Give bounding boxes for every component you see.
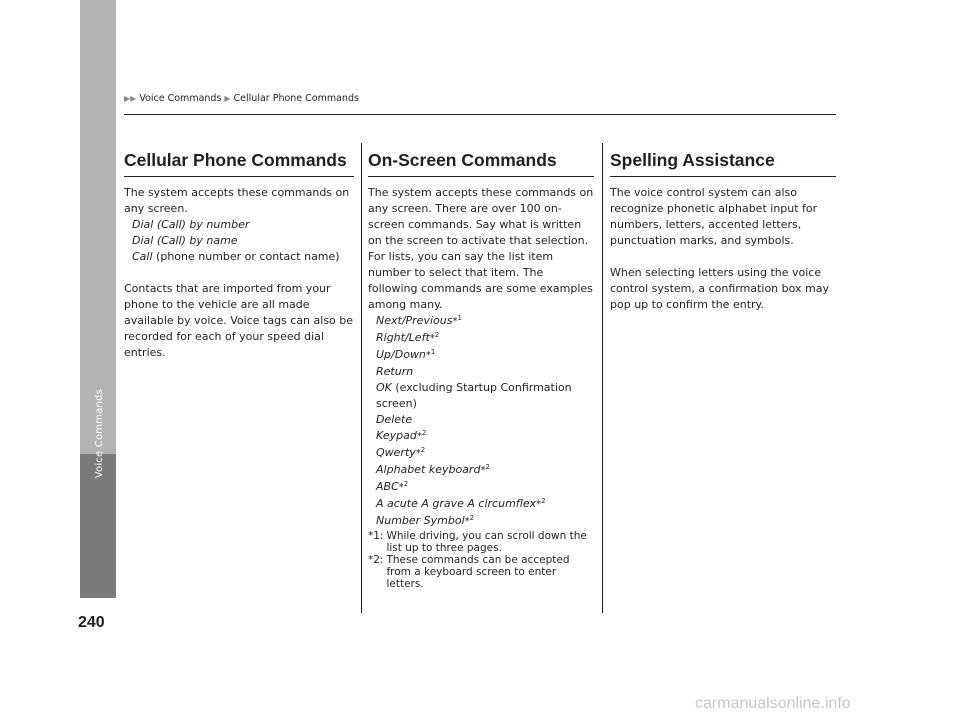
footnote: [368, 554, 594, 590]
command-list: [124, 217, 354, 265]
breadcrumb-level1[interactable]: Voice Commands: [139, 93, 222, 104]
command-item: [368, 380, 594, 412]
onscreen-section: [368, 150, 594, 590]
command-name: A acute A grave A circumflex: [376, 497, 537, 510]
command-name: Next/Previous: [376, 314, 453, 327]
command-item: [368, 445, 594, 462]
command-item: [124, 249, 354, 265]
section-heading: Spelling Assistance: [610, 150, 836, 177]
footnote-label: *1:: [368, 530, 384, 542]
spelling-section: [610, 150, 836, 313]
command-list: [368, 313, 594, 530]
footnote-marker: *: [429, 333, 435, 344]
command-name: Alphabet keyboard: [376, 463, 481, 476]
command-name: Dial (Call) by name: [132, 234, 238, 247]
footnote-ref: 2: [541, 497, 546, 505]
command-item: [368, 462, 594, 479]
command-name: Qwerty: [376, 446, 416, 459]
page-number: 240: [78, 614, 105, 631]
footnote-ref: 1: [457, 314, 462, 322]
command-item: [368, 496, 594, 513]
section-paragraph: Contacts that are imported from your phone to the vehicle are all made available by voice. Voice tags can also be recorded for each of your speed dial entries.: [124, 282, 354, 359]
footnote-ref: 2: [403, 480, 409, 488]
section-intro: The system accepts these commands on any screen.: [124, 186, 350, 215]
footnote-marker: *: [415, 448, 421, 459]
footnote-text: These commands can be accepted from a keyboard screen to enter letters.: [386, 554, 570, 590]
command-name: Return: [376, 365, 414, 378]
command-name: Delete: [376, 413, 413, 426]
column-divider: [602, 143, 603, 613]
command-item: [124, 217, 354, 233]
footnote-ref: 1: [430, 348, 436, 356]
command-name: Dial (Call) by number: [132, 218, 250, 231]
footnote-ref: 2: [434, 331, 440, 339]
breadcrumb-level2[interactable]: Cellular Phone Commands: [233, 93, 359, 104]
cellular-section: [124, 150, 354, 361]
command-item: [368, 428, 594, 445]
command-detail: (excluding Startup Confirmation screen): [376, 381, 572, 410]
command-detail: (phone number or contact name): [152, 250, 340, 263]
command-name: Keypad: [376, 429, 417, 442]
column-divider: [361, 143, 362, 613]
footnote-ref: 2: [420, 446, 426, 454]
footnote-marker: *: [425, 350, 431, 361]
command-name: Number Symbol: [376, 514, 465, 527]
command-item: [124, 233, 354, 249]
footnote-marker: *: [398, 482, 404, 493]
breadcrumb-arrow-icon: ▶▶: [124, 94, 137, 103]
breadcrumb: [124, 93, 359, 104]
section-intro: The system accepts these commands on any screen. There are over 100 on-screen commands. Say what is written on the screen to activate that selection. For lists, you can say the list item number to select that item. The following commands are some examples among many.: [368, 186, 594, 311]
footnote-marker: *: [416, 431, 422, 442]
footnote-label: *2:: [368, 554, 384, 566]
command-name: Up/Down: [376, 348, 426, 361]
command-name: OK: [376, 381, 392, 394]
command-item: [368, 364, 594, 380]
footnote-marker: *: [464, 516, 470, 527]
footnote-ref: 2: [421, 429, 427, 437]
section-paragraph: When selecting letters using the voice control system, a confirmation box may pop up to confirm the entry.: [610, 266, 830, 311]
footnote-text: While driving, you can scroll down the list up to three pages.: [386, 530, 587, 554]
command-name: Right/Left: [376, 331, 430, 344]
command-item: [368, 479, 594, 496]
command-name: Call: [132, 250, 153, 263]
footnote-ref: 2: [469, 514, 475, 522]
command-item: [368, 412, 594, 428]
footnotes: [368, 530, 594, 590]
footnote-marker: *: [536, 499, 542, 510]
section-heading: On-Screen Commands: [368, 150, 594, 177]
footnote-ref: 2: [485, 463, 490, 471]
command-item: [368, 513, 594, 530]
footnote-marker: *: [480, 465, 486, 476]
breadcrumb-arrow-icon: ▶: [224, 94, 231, 103]
watermark: carmanualsonline.info: [695, 695, 851, 712]
footnote: [368, 530, 594, 554]
section-paragraph: The voice control system can also recognize phonetic alphabet input for numbers, letters, accented letters, punctuation marks, and symbols.: [610, 186, 818, 247]
command-item: [368, 347, 594, 364]
header-rule: [124, 114, 836, 115]
command-name: ABC: [376, 480, 399, 493]
side-tab-label: Voice Commands: [93, 388, 105, 478]
footnote-marker: *: [452, 316, 458, 327]
command-item: [368, 313, 594, 330]
command-item: [368, 330, 594, 347]
section-heading: Cellular Phone Commands: [124, 150, 354, 177]
